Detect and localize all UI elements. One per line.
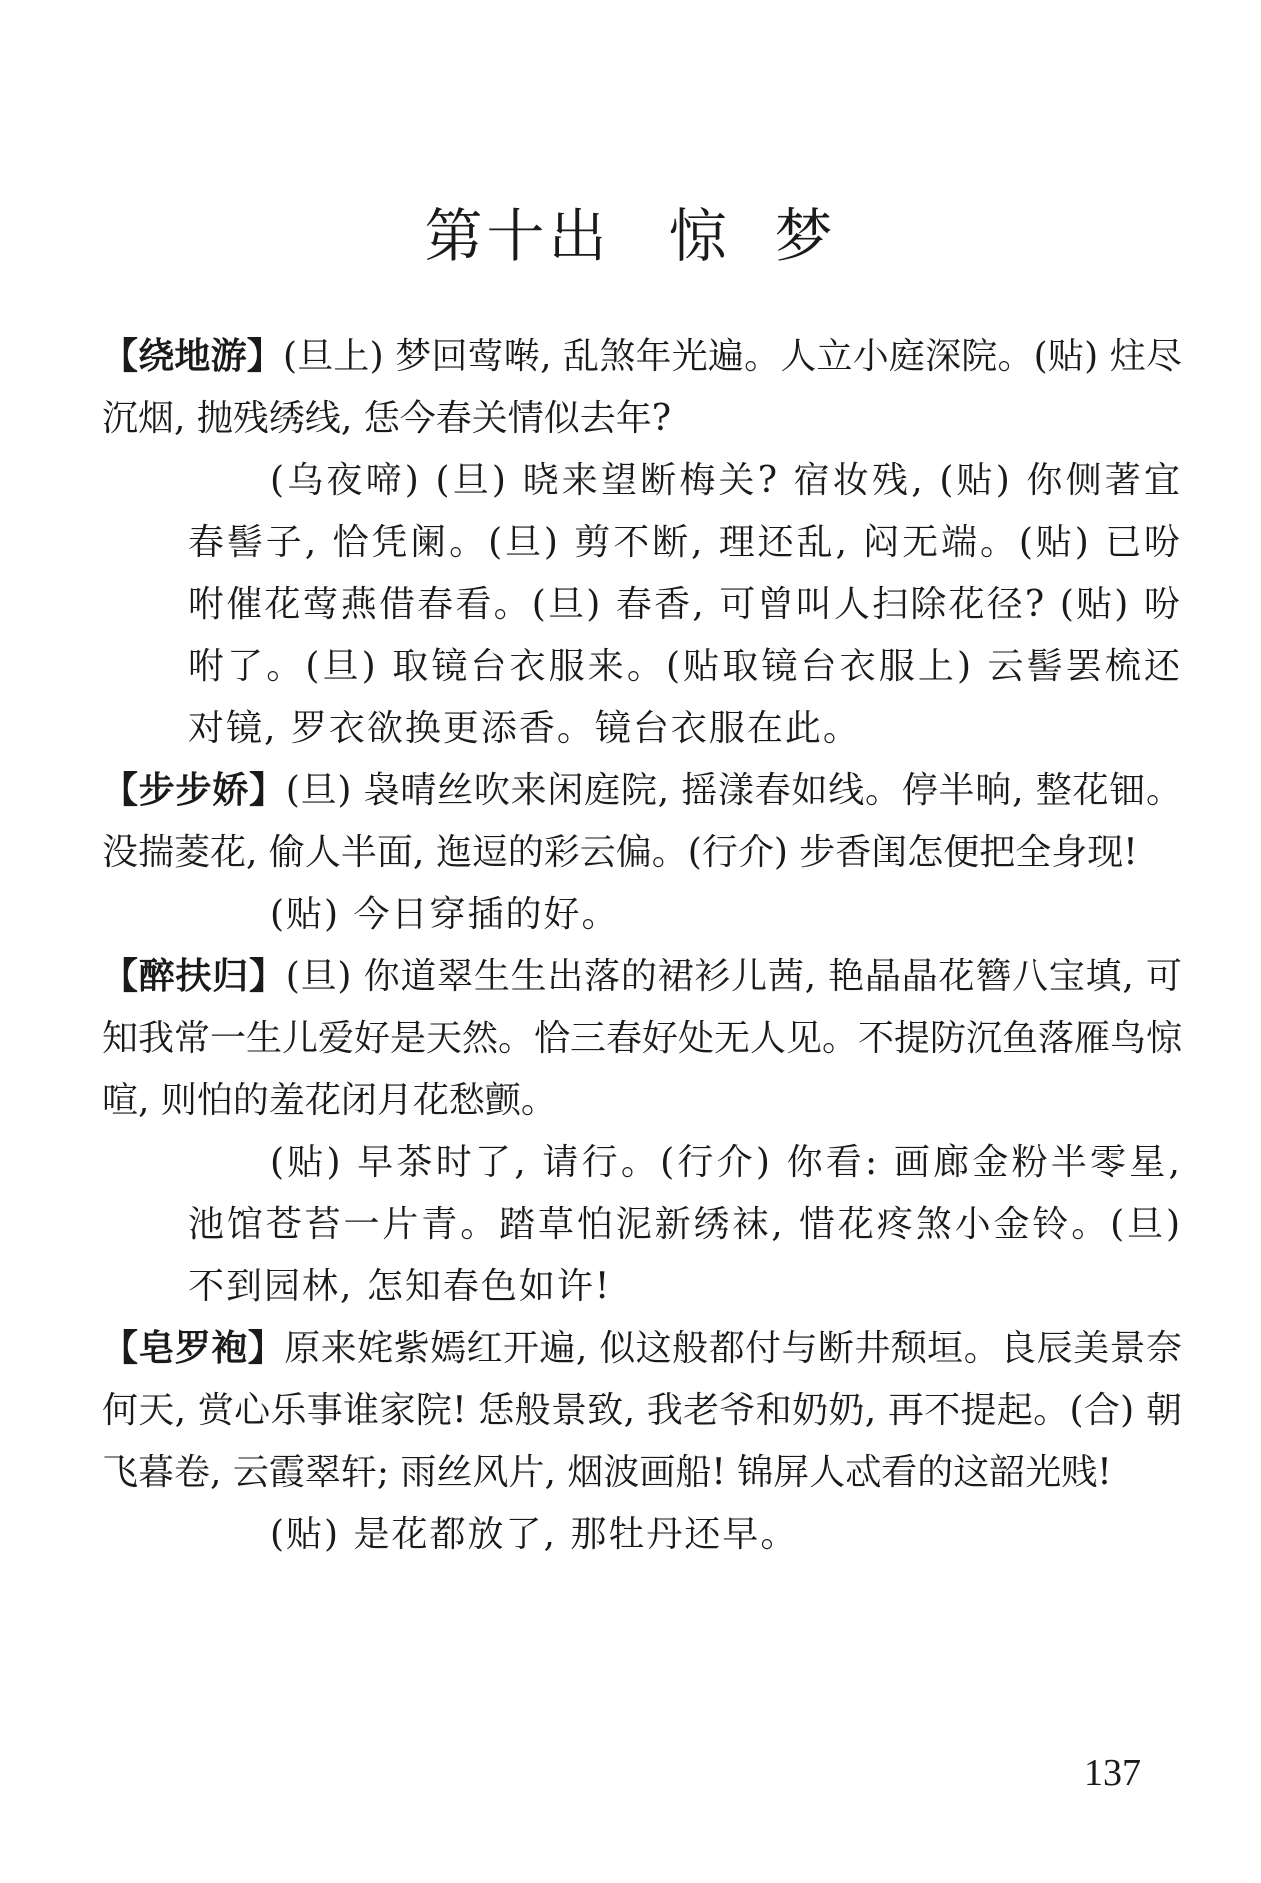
tune-name: 【绕地游】: [102, 336, 283, 377]
paragraph-8: [102, 1504, 1182, 1566]
tune-name: 【步步娇】: [102, 770, 286, 811]
paragraph-3: [102, 760, 1182, 884]
tune-name: 【皂罗袍】: [102, 1328, 285, 1369]
paragraph-text: (旦) 袅晴丝吹来闲庭院, 摇漾春如线。停半晌, 整花钿。没揣菱花, 偷人半面, 迤逗的彩云偏。(行介) 步香闺怎便把全身现!: [102, 770, 1182, 873]
chapter-name-char-1: 惊: [668, 202, 731, 270]
paragraph-text: 原来姹紫嫣红开遍, 似这般都付与断井颓垣。良辰美景奈何天, 赏心乐事谁家院! 恁般景致, 我老爷和奶奶, 再不提起。(合) 朝飞暮卷, 云霞翠轩; 雨丝风片, 烟波画船! 锦屏人忒看的这韶光贱!: [102, 1328, 1182, 1493]
script-body: [102, 326, 1182, 1566]
paragraph-text: (旦) 你道翠生生出落的裙衫儿茜, 艳晶晶花簪八宝填, 可知我常一生儿爱好是天然。恰三春好处无人见。不提防沉鱼落雁鸟惊喧, 则怕的羞花闭月花愁颤。: [102, 956, 1183, 1121]
paragraph-text: (贴) 是花都放了, 那牡丹还早。: [270, 1514, 799, 1555]
chapter-title: [0, 196, 1261, 276]
paragraph-4: [102, 884, 1182, 946]
page-number: 137: [1084, 1752, 1141, 1794]
paragraph-6: [102, 1132, 1182, 1318]
paragraph-5: [102, 946, 1182, 1132]
chapter-name-char-2: 梦: [774, 202, 837, 270]
paragraph-1: [102, 326, 1182, 450]
paragraph-text: (旦上) 梦回莺啭, 乱煞年光遍。人立小庭深院。(贴) 炷尽沉烟, 抛残绣线, 恁今春关情似去年?: [102, 336, 1182, 439]
tune-name: 【醉扶归】: [102, 956, 286, 997]
paragraph-2: [102, 450, 1182, 760]
paragraph-7: [102, 1318, 1182, 1504]
chapter-number: 第十出: [424, 202, 611, 270]
paragraph-text: (贴) 早茶时了, 请行。(行介) 你看: 画廊金粉半零星, 池馆苍苔一片青。踏草怕泥新绣袜, 惜花疼煞小金铃。(旦) 不到园林, 怎知春色如许!: [188, 1142, 1182, 1307]
paragraph-text: (乌夜啼) (旦) 晓来望断梅关? 宿妆残, (贴) 你侧著宜春髻子, 恰凭阑。(旦) 剪不断, 理还乱, 闷无端。(贴) 已吩咐催花莺燕借春看。(旦) 春香, 可曾叫人扫除花径? (贴) 吩咐了。(旦) 取镜台衣服来。(贴取镜台衣服上) 云髻罢梳还对镜, 罗衣欲换更添香。镜台衣服在此。: [188, 460, 1182, 749]
paragraph-text: (贴) 今日穿插的好。: [270, 894, 620, 935]
